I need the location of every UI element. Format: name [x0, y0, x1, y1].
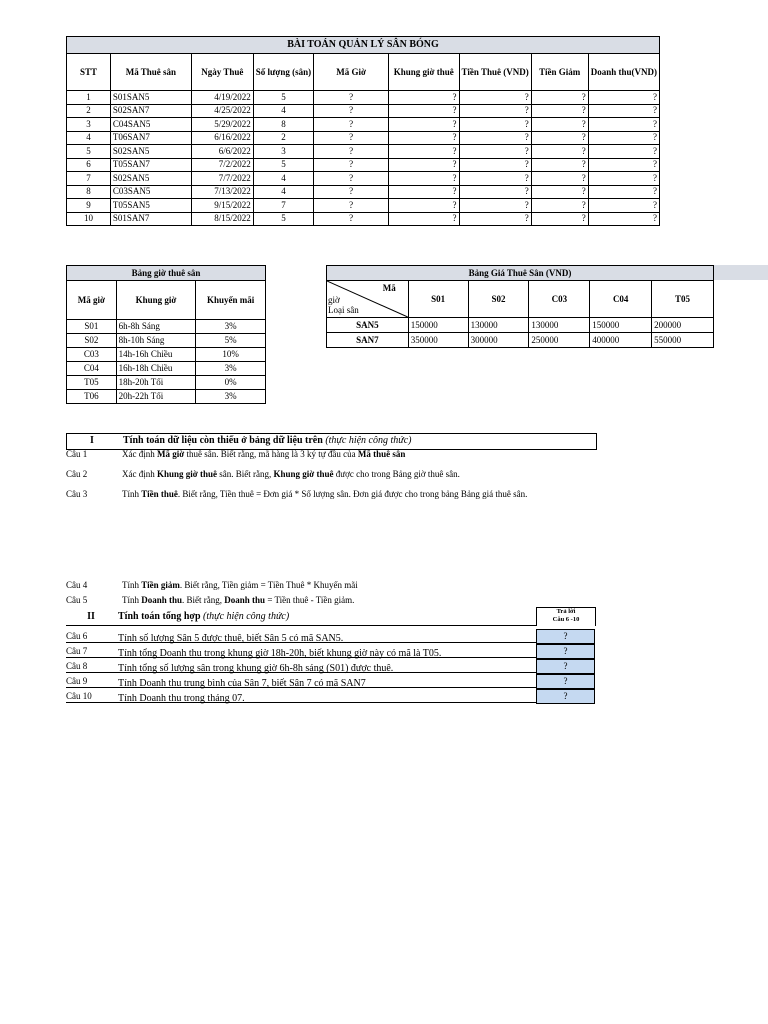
rental-table-header: [67, 54, 660, 91]
question-text: Tính Tiền giảm. Biết rằng, Tiền giảm = Tiền Thuê * Khuyến mãi: [122, 580, 358, 590]
price-header-cell: T05: [652, 281, 714, 318]
table-row: [67, 104, 660, 118]
table-cell: 20h-22h Tối: [116, 390, 196, 404]
row-underline: [66, 642, 536, 643]
rental-header-cell: Mã Thuê sân: [110, 54, 191, 91]
table-cell: T06: [67, 390, 117, 404]
table-cell: 3: [67, 118, 111, 132]
question-line: [66, 595, 354, 605]
schedule-header-cell: Khuyến mãi: [196, 281, 266, 320]
answer-cell[interactable]: ?: [536, 674, 595, 689]
table-cell: 3: [253, 145, 313, 159]
question-label: Câu 4: [66, 580, 88, 590]
question-bold-term: Tiền thuê: [141, 489, 178, 499]
question-text: Xác định Khung giờ thuê sân. Biết rằng, Khung giờ thuê được cho trong Bảng giờ thuê sân.: [122, 469, 460, 479]
schedule-table-header: [67, 281, 266, 320]
table-cell[interactable]: ?: [588, 185, 659, 199]
question-text: Tính số lượng Sân 5 được thuê, biết Sân 5 có mã SAN5.: [118, 633, 344, 644]
table-cell: 4: [253, 172, 313, 186]
question-row: [66, 644, 595, 658]
table-cell: 5: [67, 145, 111, 159]
table-cell[interactable]: ?: [588, 104, 659, 118]
table-row: [67, 118, 660, 132]
table-cell[interactable]: ?: [459, 131, 531, 145]
table-cell[interactable]: ?: [459, 145, 531, 159]
table-cell: 4: [253, 104, 313, 118]
question-label: Câu 5: [66, 595, 88, 605]
table-cell: S02SAN5: [110, 145, 191, 159]
table-cell[interactable]: ?: [459, 158, 531, 172]
section-1-number: I: [90, 435, 94, 446]
table-cell[interactable]: ?: [459, 185, 531, 199]
table-cell[interactable]: ?: [588, 212, 659, 226]
question-label: Câu 7: [66, 646, 88, 656]
table-cell: C04SAN5: [110, 118, 191, 132]
question-label: Câu 6: [66, 631, 88, 641]
table-cell[interactable]: ?: [531, 104, 588, 118]
rental-header-cell: Ngày Thuê: [191, 54, 253, 91]
table-cell: 5%: [196, 334, 266, 348]
price-table-header: [327, 281, 714, 318]
table-cell: 10%: [196, 348, 266, 362]
schedule-table-title: Bảng giờ thuê sân: [67, 266, 266, 281]
table-cell[interactable]: ?: [459, 91, 531, 105]
table-cell[interactable]: ?: [389, 118, 459, 132]
rental-header-cell: Khung giờ thuê: [389, 54, 459, 91]
question-bold-term: Doanh thu: [224, 595, 266, 605]
table-cell[interactable]: ?: [588, 158, 659, 172]
table-cell: 200000: [652, 318, 714, 333]
table-cell: 16h-18h Chiều: [116, 362, 196, 376]
table-cell[interactable]: ?: [459, 212, 531, 226]
question-row: [66, 629, 595, 643]
table-row: [67, 348, 266, 362]
question-line: [66, 469, 460, 479]
price-row-label: SAN5: [327, 318, 409, 333]
table-cell: 300000: [468, 333, 529, 348]
rental-header-cell: Tiền Thuê (VND): [459, 54, 531, 91]
table-cell: S02SAN7: [110, 104, 191, 118]
row-underline: [66, 657, 536, 658]
table-cell[interactable]: ?: [588, 199, 659, 213]
row-underline: [66, 672, 536, 673]
price-table-corner: [327, 281, 409, 318]
question-text: Tính tổng số lượng sân trong khung giờ 6h-8h sáng (S01) được thuê.: [118, 663, 394, 674]
table-cell[interactable]: ?: [389, 212, 459, 226]
question-label: Câu 2: [66, 469, 88, 479]
question-text: Tính Doanh thu trong tháng 07.: [118, 693, 245, 704]
table-cell: 250000: [529, 333, 590, 348]
question-text: Tính Doanh thu. Biết rằng, Doanh thu = Tiền thuê - Tiền giảm.: [122, 595, 355, 605]
question-line: [66, 489, 527, 499]
table-row: [327, 318, 714, 333]
table-cell: 150000: [590, 318, 652, 333]
table-cell: S02SAN5: [110, 172, 191, 186]
question-row: [66, 674, 595, 688]
question-text: Tính Doanh thu trung bình của Sân 7, biết Sân 7 có mã SAN7: [118, 678, 366, 689]
table-cell: C03: [67, 348, 117, 362]
question-bold-term: Mã thuê sân: [357, 449, 406, 459]
answer-header-line-2: Câu 6 -10: [552, 616, 580, 623]
price-header-cell: C03: [529, 281, 590, 318]
row-underline: [66, 687, 536, 688]
table-cell: T05SAN5: [110, 199, 191, 213]
question-row: [66, 689, 595, 703]
table-cell[interactable]: ?: [314, 172, 389, 186]
table-cell[interactable]: ?: [531, 145, 588, 159]
price-header-cell: S01: [408, 281, 468, 318]
table-cell[interactable]: ?: [389, 185, 459, 199]
table-cell: S01SAN7: [110, 212, 191, 226]
corner-bottom-label: Loại sân: [328, 305, 359, 315]
table-row: [67, 390, 266, 404]
question-text: Tính Tiền thuê. Biết rằng, Tiền thuê = Đơn giá * Số lượng sân. Đơn giá được cho trong bảng Bảng giá thuê sân.: [122, 489, 528, 499]
table-cell: 6/16/2022: [191, 131, 253, 145]
table-cell: 4: [253, 185, 313, 199]
question-bold-term: Khung giờ thuê: [273, 469, 334, 479]
price-table-title: Bảng Giá Thuê Sân (VND): [327, 266, 714, 281]
table-row: [67, 320, 266, 334]
table-cell[interactable]: ?: [389, 199, 459, 213]
table-cell: 7: [67, 172, 111, 186]
section-2: [66, 607, 595, 704]
table-cell: 3%: [196, 362, 266, 376]
table-cell: S01SAN5: [110, 91, 191, 105]
table-cell: 4/25/2022: [191, 104, 253, 118]
table-cell[interactable]: ?: [314, 131, 389, 145]
table-cell[interactable]: ?: [531, 185, 588, 199]
table-cell[interactable]: ?: [531, 118, 588, 132]
table-cell: 6: [67, 158, 111, 172]
table-cell[interactable]: ?: [389, 131, 459, 145]
section-2-note: (thực hiện công thức): [203, 611, 290, 622]
table-cell[interactable]: ?: [531, 158, 588, 172]
question-line: [66, 449, 405, 459]
answer-cell[interactable]: ?: [536, 659, 595, 674]
table-cell[interactable]: ?: [389, 91, 459, 105]
table-cell: S02: [67, 334, 117, 348]
table-cell: 4/19/2022: [191, 91, 253, 105]
table-cell: 8: [67, 185, 111, 199]
table-cell: 4: [67, 131, 111, 145]
price-header-cell: C04: [590, 281, 652, 318]
table-cell[interactable]: ?: [389, 145, 459, 159]
table-cell[interactable]: ?: [389, 172, 459, 186]
table-cell: T05SAN7: [110, 158, 191, 172]
price-row-label: SAN7: [327, 333, 409, 348]
table-cell: 6/6/2022: [191, 145, 253, 159]
table-cell: T06SAN7: [110, 131, 191, 145]
table-cell: 7/7/2022: [191, 172, 253, 186]
table-cell[interactable]: ?: [314, 104, 389, 118]
table-cell: T05: [67, 376, 117, 390]
table-cell: 18h-20h Tối: [116, 376, 196, 390]
question-label: Câu 8: [66, 661, 88, 671]
table-cell: 5/29/2022: [191, 118, 253, 132]
table-cell: 2: [67, 104, 111, 118]
table-cell: 150000: [408, 318, 468, 333]
table-cell: C04: [67, 362, 117, 376]
section-1-header: [66, 433, 597, 450]
table-row: [67, 145, 660, 159]
table-cell: 8h-10h Sáng: [116, 334, 196, 348]
table-cell[interactable]: ?: [588, 145, 659, 159]
table-row: [67, 212, 660, 226]
answer-cell[interactable]: ?: [536, 689, 595, 704]
question-text: Tính tổng Doanh thu trong khung giờ 18h-20h, biết khung giờ này có mã là T05.: [118, 648, 442, 659]
question-text: Xác định Mã giờ thuê sân. Biết rằng, mã hàng là 3 ký tự đầu của Mã thuê sân: [122, 449, 406, 459]
price-header-cell: S02: [468, 281, 529, 318]
question-label: Câu 1: [66, 449, 88, 459]
table-cell[interactable]: ?: [531, 212, 588, 226]
table-cell[interactable]: ?: [314, 185, 389, 199]
table-cell[interactable]: ?: [588, 131, 659, 145]
table-cell[interactable]: ?: [389, 104, 459, 118]
table-cell[interactable]: ?: [459, 118, 531, 132]
table-cell: 1: [67, 91, 111, 105]
table-cell: 130000: [529, 318, 590, 333]
table-cell[interactable]: ?: [588, 172, 659, 186]
table-cell: 7: [253, 199, 313, 213]
corner-mid-label: giờ: [328, 295, 340, 305]
question-line: [66, 580, 358, 590]
table-cell: 550000: [652, 333, 714, 348]
table-cell: 5: [253, 212, 313, 226]
table-row: [67, 91, 660, 105]
table-cell[interactable]: ?: [314, 212, 389, 226]
table-row: [67, 172, 660, 186]
table-cell[interactable]: ?: [389, 158, 459, 172]
table-cell[interactable]: ?: [588, 91, 659, 105]
table-row: [67, 185, 660, 199]
price-table: [326, 265, 714, 348]
row-underline: [66, 702, 536, 703]
table-cell: 10: [67, 212, 111, 226]
question-row: [66, 659, 595, 673]
section-2-number: II: [87, 611, 95, 622]
table-row: [67, 199, 660, 213]
answer-cell[interactable]: ?: [536, 644, 595, 659]
table-cell[interactable]: ?: [531, 131, 588, 145]
table-cell[interactable]: ?: [531, 172, 588, 186]
table-cell: 5: [253, 158, 313, 172]
table-cell: 2: [253, 131, 313, 145]
question-bold-term: Khung giờ thuê: [157, 469, 218, 479]
table-row: [67, 376, 266, 390]
table-row: [67, 334, 266, 348]
table-cell: S01: [67, 320, 117, 334]
table-cell[interactable]: ?: [314, 91, 389, 105]
rental-header-cell: Mã Giờ: [314, 54, 389, 91]
section-2-header: [66, 607, 536, 626]
table-cell[interactable]: ?: [531, 91, 588, 105]
answer-header-line-1: Trả lời: [556, 608, 576, 615]
table-cell: 7/13/2022: [191, 185, 253, 199]
table-row: [67, 131, 660, 145]
table-cell: 9: [67, 199, 111, 213]
question-label: Câu 3: [66, 489, 88, 499]
table-cell: 3%: [196, 320, 266, 334]
section-1-title: Tính toán dữ liệu còn thiếu ở bảng dữ liệu trên: [123, 435, 323, 446]
question-label: Câu 10: [66, 691, 92, 701]
table-cell: 350000: [408, 333, 468, 348]
rental-table: [66, 36, 660, 226]
table-cell[interactable]: ?: [531, 199, 588, 213]
schedule-header-cell: Khung giờ: [116, 281, 196, 320]
corner-top-label: Mã: [382, 283, 396, 293]
answer-cell[interactable]: ?: [536, 629, 595, 644]
rental-header-cell: STT: [67, 54, 111, 91]
header-fill-extension: [714, 265, 768, 280]
table-cell: 14h-16h Chiều: [116, 348, 196, 362]
table-cell[interactable]: ?: [314, 118, 389, 132]
schedule-header-cell: Mã giờ: [67, 281, 117, 320]
table-cell[interactable]: ?: [459, 104, 531, 118]
question-bold-term: Tiền giảm: [141, 580, 180, 590]
schedule-table: [66, 265, 266, 404]
table-cell[interactable]: ?: [314, 158, 389, 172]
table-cell: C03SAN5: [110, 185, 191, 199]
table-cell: 6h-8h Sáng: [116, 320, 196, 334]
rental-header-cell: Tiền Giảm: [531, 54, 588, 91]
table-cell: 8: [253, 118, 313, 132]
table-row: [67, 362, 266, 376]
rental-header-cell: Doanh thu(VND): [588, 54, 659, 91]
table-cell: 9/15/2022: [191, 199, 253, 213]
table-cell: 8/15/2022: [191, 212, 253, 226]
table-cell: 0%: [196, 376, 266, 390]
question-label: Câu 9: [66, 676, 88, 686]
table-cell[interactable]: ?: [459, 199, 531, 213]
section-2-title: Tính toán tổng hợp: [118, 611, 201, 622]
table-cell: 7/2/2022: [191, 158, 253, 172]
question-bold-term: Doanh thu: [141, 595, 183, 605]
table-cell[interactable]: ?: [588, 118, 659, 132]
table-row: [67, 158, 660, 172]
table-cell: 400000: [590, 333, 652, 348]
table-cell: 130000: [468, 318, 529, 333]
rental-table-title: BÀI TOÁN QUẢN LÝ SÂN BÓNG: [67, 37, 660, 54]
table-cell[interactable]: ?: [314, 145, 389, 159]
section-1-note: (thực hiện công thức): [325, 435, 412, 446]
question-bold-term: Mã giờ: [157, 449, 185, 459]
table-cell: 3%: [196, 390, 266, 404]
table-cell: 5: [253, 91, 313, 105]
table-cell[interactable]: ?: [314, 199, 389, 213]
rental-header-cell: Số lượng (sân): [253, 54, 313, 91]
table-row: [327, 333, 714, 348]
answer-column-header: [536, 607, 596, 626]
table-cell[interactable]: ?: [459, 172, 531, 186]
